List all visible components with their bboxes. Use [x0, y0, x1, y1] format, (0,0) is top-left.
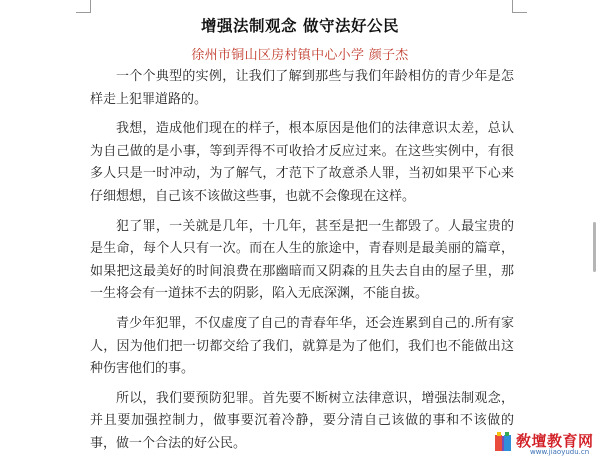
- page-corner-mark-left: [76, 0, 91, 13]
- site-logo-url: www.jiaoyudu.cn: [530, 448, 590, 456]
- document-author: 徐州市铜山区房村镇中心小学 颜子杰: [191, 48, 409, 63]
- book-logo-icon: [494, 432, 512, 454]
- document-body: [90, 66, 514, 463]
- site-logo[interactable]: [490, 430, 598, 458]
- site-logo-name: 敎壇教育网: [516, 432, 594, 450]
- paragraph: 所以，我们要预防犯罪。首先要不断树立法律意识，增强法制观念，并且要加强控制力，做事要沉着冷静，要分清自己该做的事和不该做的事，做一个合法的好公民。: [90, 390, 514, 451]
- scrollbar[interactable]: [593, 222, 596, 272]
- page-corner-mark-right: [512, 0, 527, 13]
- paragraph: 我想，造成他们现在的样子，根本原因是他们的法律意识太差，总认为自己做的是小事，等到弄得不可收拾才反应过来。在这些实例中，有很多人只是一时冲动，为了解气，才范下了故意杀人罪，当初如果平下心来仔细想想，自己该不该做这些事，也就不会像现在这样。: [90, 121, 514, 204]
- paragraph: 犯了罪，一关就是几年，十几年，甚至是把一生都毁了。人最宝贵的是生命，每个人只有一次。而在人生的旅途中，青春则是最美丽的篇章，如果把这最美好的时间浪费在那幽暗而又阴森的且失去自由的屋子里，那一生将会有一道抹不去的阴影，陷入无底深渊，不能自拔。: [90, 218, 514, 302]
- paragraph: 青少年犯罪，不仅虚度了自己的青春年华，还会连累到自己的.所有家人，因为他们把一切都交给了我们，就算是为了他们，我们也不能做出这种伤害他们的事。: [90, 315, 514, 377]
- paragraph: 一个个典型的实例，让我们了解到那些与我们年龄相仿的青少年是怎样走上犯罪道路的。: [90, 69, 514, 107]
- document-title: 增强法制观念 做守法好公民: [201, 17, 399, 35]
